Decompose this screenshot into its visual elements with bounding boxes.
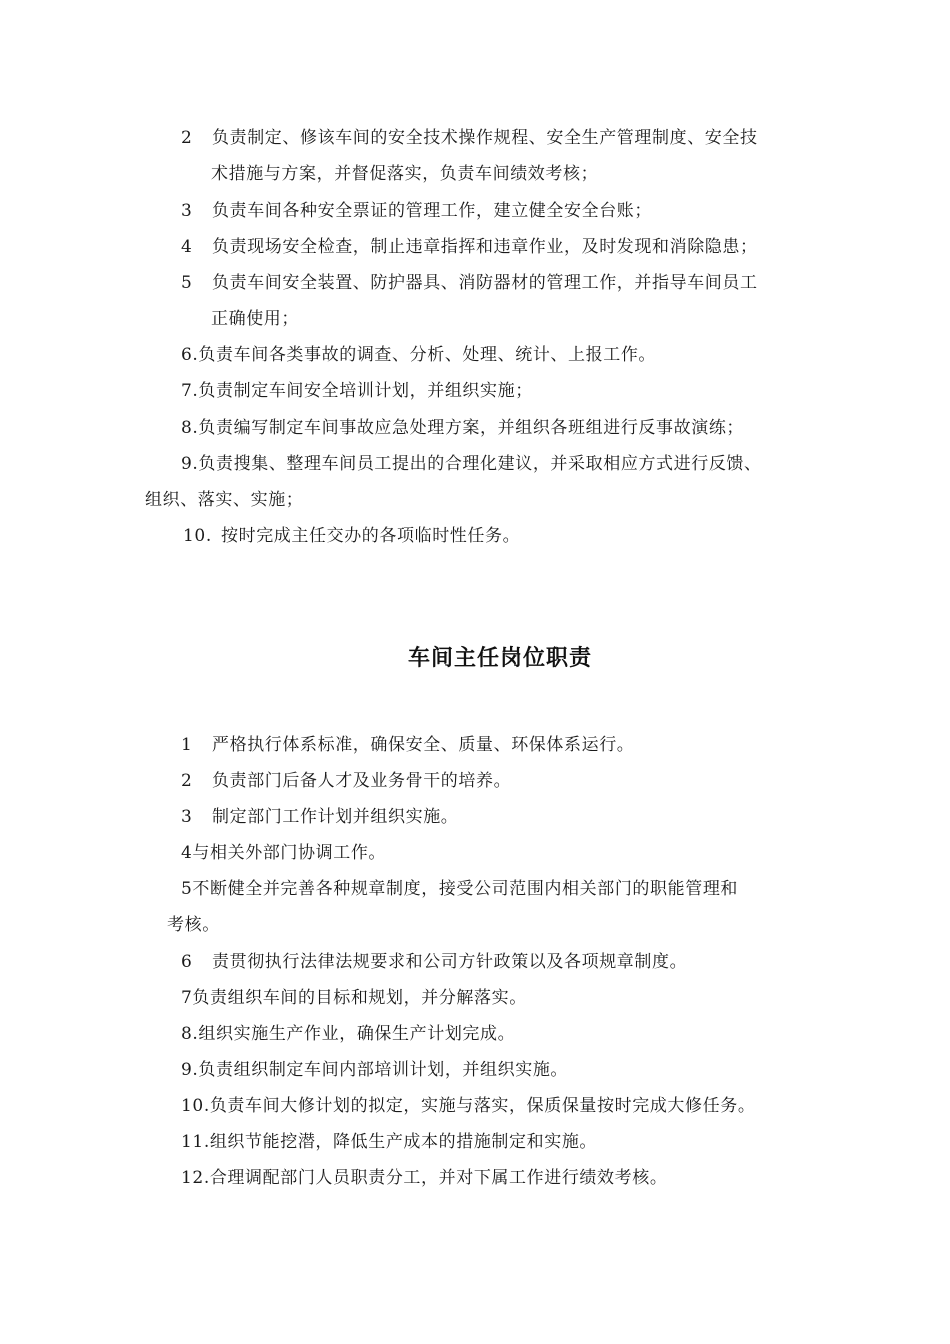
item-number: 5 [181,273,193,293]
item-text: 负责部门后备人才及业务骨干的培养。 [212,771,512,791]
list-item: 9.负责组织制定车间内部培训计划，并组织实施。 [181,1060,569,1080]
item-text: 负责车间安全装置、防护器具、消防器材的管理工作，并指导车间员工 [212,273,758,293]
list-item: 9.负责搜集、整理车间员工提出的合理化建议，并采取相应方式进行反馈、 [181,454,762,474]
list-item: 7.负责制定车间安全培训计划，并组织实施； [181,381,533,401]
list-item [181,236,758,258]
list-item: 7负责组织车间的目标和规划，并分解落实。 [181,988,527,1008]
item-text: 责贯彻执行法律法规要求和公司方针政策以及各项规章制度。 [212,952,688,972]
list-item-continuation: 考核。 [167,915,220,935]
list-item-continuation: 组织、落实、实施； [145,490,304,510]
item-number: 3 [181,807,193,827]
item-number: 4 [181,237,193,257]
list-item [181,951,687,973]
list-item [181,734,634,756]
list-item-continuation: 正确使用； [211,309,299,329]
list-item: 4与相关外部门协调工作。 [181,843,387,863]
item-text: 负责现场安全检查，制止违章指挥和违章作业，及时发现和消除隐患； [212,237,758,257]
item-number: 3 [181,201,193,221]
list-item [181,200,652,222]
list-item: 11.组织节能挖潜，降低生产成本的措施制定和实施。 [181,1132,598,1152]
list-item-continuation: 术措施与方案，并督促落实，负责车间绩效考核； [211,164,599,184]
list-item: 8.负责编写制定车间事故应急处理方案，并组织各班组进行反事故演练； [181,418,745,438]
item-text: 负责车间各种安全票证的管理工作，建立健全安全台账； [212,201,652,221]
list-item: 10.负责车间大修计划的拟定，实施与落实，保质保量按时完成大修任务。 [181,1096,756,1116]
list-item: 12.合理调配部门人员职责分工，并对下属工作进行绩效考核。 [181,1168,668,1188]
item-text: 严格执行体系标准，确保安全、质量、环保体系运行。 [212,735,635,755]
list-item: 6.负责车间各类事故的调查、分析、处理、统计、上报工作。 [181,345,657,365]
item-text: 制定部门工作计划并组织实施。 [212,807,459,827]
list-item [181,806,458,828]
item-number: 2 [181,128,193,148]
list-item [181,770,511,792]
list-item [181,272,758,294]
list-item: 8.组织实施生产作业，确保生产计划完成。 [181,1024,516,1044]
list-item [181,127,758,149]
item-number: 10. [183,526,212,546]
list-item [183,525,520,547]
list-item: 5不断健全并完善各种规章制度，接受公司范围内相关部门的职能管理和 [181,879,739,899]
section-title: 车间主任岗位职责 [407,646,592,671]
item-text: 负责制定、修该车间的安全技术操作规程、安全生产管理制度、安全技 [212,128,758,148]
item-number: 6 [181,952,193,972]
item-number: 1 [181,735,193,755]
item-number: 2 [181,771,193,791]
item-text: 按时完成主任交办的各项临时性任务。 [221,526,521,546]
